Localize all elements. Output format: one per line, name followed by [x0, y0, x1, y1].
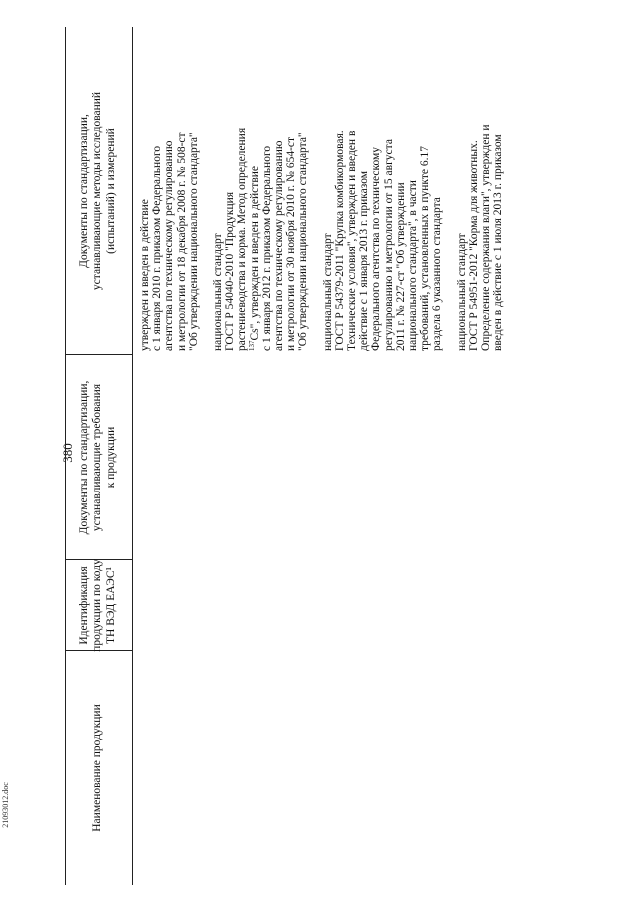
- header-requirement-standards: [67, 355, 129, 560]
- table-header-rule: [132, 27, 133, 885]
- entry-line: национальный стандарт: [212, 233, 225, 351]
- entry-line: ГОСТ Р 54040-2010 "Продукция: [224, 191, 237, 351]
- header-line: Документы по стандартизации,: [77, 114, 90, 268]
- header-product-name: Наименование продукции: [91, 704, 104, 832]
- entry-line: требований, установленных в пункте 6.17: [419, 146, 432, 351]
- header-line: (испытаний) и измерений: [104, 128, 117, 254]
- entry-line: и метрологии от 30 ноября 2010 г. № 654-ст: [285, 136, 298, 351]
- header-line: ТН ВЭД ЕАЭС¹: [104, 567, 117, 644]
- entry-line: национального стандарта", в части: [407, 180, 420, 351]
- header-method-standards: [67, 27, 129, 355]
- standard-entry: [456, 33, 505, 351]
- standard-entry: [212, 33, 310, 351]
- entry-line: с 1 января 2012 г. приказом Федерального: [260, 145, 273, 351]
- entry-line: национальный стандарт: [455, 233, 468, 351]
- entry-line: растениеводства и корма. Метод определения: [236, 127, 249, 351]
- header-identification: [67, 560, 129, 651]
- header-line: Идентификация: [77, 566, 90, 645]
- entry-line: утвержден и введен в действие: [139, 199, 151, 351]
- entry-line: действие с 1 января 2013 г. приказом: [358, 170, 371, 351]
- page-number: 380: [60, 443, 75, 463]
- header-line: Документы по стандартизации,: [77, 380, 90, 535]
- entry-line: ГОСТ Р 54379-2011 "Крупка комбикормовая.: [333, 130, 346, 351]
- table-top-rule: [65, 27, 66, 885]
- entry-line: с 1 января 2010 г. приказом Федерального: [151, 145, 164, 351]
- entry-line: агентства по техническому регулированию: [163, 140, 176, 351]
- entry-line: агентства по техническому регулированию: [273, 140, 286, 351]
- entry-line: [249, 33, 261, 351]
- entry-line: "Об утверждении национального стандарта": [187, 132, 200, 351]
- entry-line: Федерального агентства по техническому: [370, 146, 383, 351]
- isotope-mass-number: 137: [247, 340, 256, 351]
- entry-line: ГОСТ Р 54951-2012 "Корма для животных.: [467, 140, 480, 351]
- standard-entry: [322, 33, 444, 351]
- method-standards-cell: [139, 33, 516, 351]
- entry-line: национальный стандарт: [321, 233, 334, 351]
- entry-line: Определение содержания влаги", утвержден и: [480, 124, 493, 351]
- standards-table: [65, 27, 570, 885]
- entry-line: Технические условия", утвержден и введен в: [346, 130, 359, 351]
- file-reference: 21093012.doc: [1, 782, 10, 828]
- header-line: продукции по коду: [91, 559, 104, 652]
- entry-line: "Об утверждении национального стандарта": [297, 132, 310, 351]
- header-line: устанавливающие требования: [91, 383, 104, 532]
- standard-entry: [139, 33, 200, 351]
- entry-line-rest: Cs", утвержден и введен в действие: [248, 165, 261, 341]
- entry-line: 2011 г. № 227-ст "Об утверждении: [394, 182, 407, 351]
- entry-line: и метрологии от 18 декабря 2008 г. № 508-ст: [175, 132, 188, 351]
- entry-line: раздела 6 указанного стандарта: [431, 197, 444, 351]
- entry-line: регулированию и метрологии от 15 августа: [382, 139, 395, 351]
- header-line: к продукции: [104, 426, 117, 489]
- entry-line: введен в действие с 1 июля 2013 г. приказом: [492, 134, 505, 351]
- header-line: устанавливающие методы исследований: [91, 91, 104, 291]
